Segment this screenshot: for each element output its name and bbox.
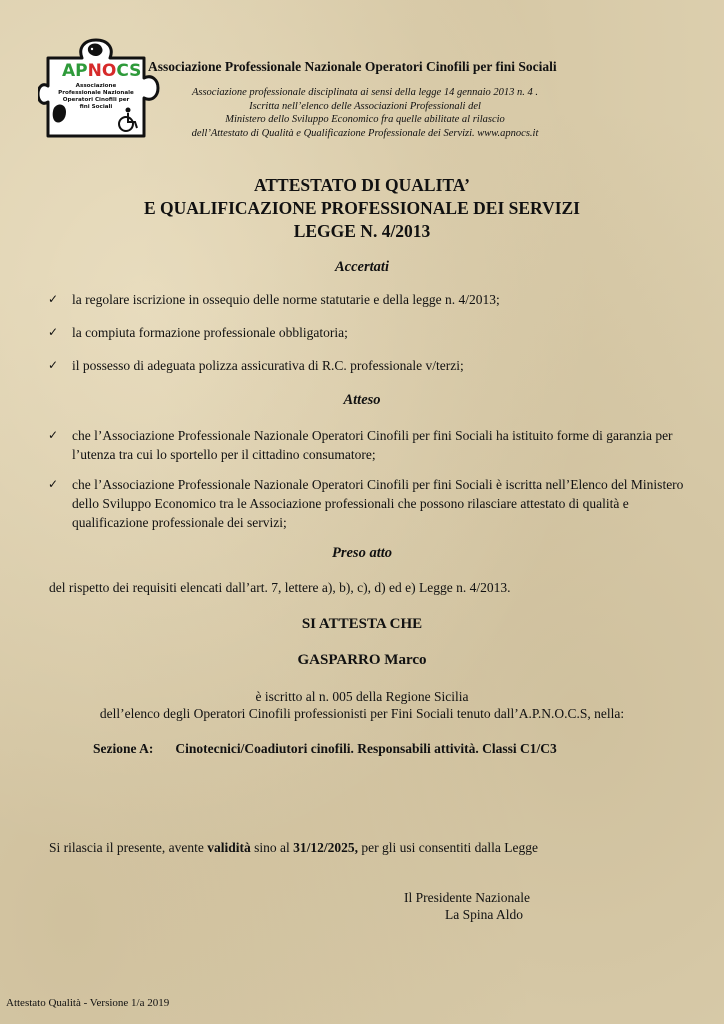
checkmark-icon: ✓ <box>48 325 59 339</box>
logo-wordmark: APNOCS <box>62 61 142 81</box>
logo-subtitle-2: Professionale Nazionale <box>58 90 134 96</box>
title-line: E QUALIFICAZIONE PROFESSIONALE DEI SERVIZI <box>143 198 580 218</box>
logo-subtitle-3: Operatori Cinofili per <box>62 97 130 103</box>
validity-statement: Si rilascia il presente, avente validità sino al 31/12/2025, per gli usi consentiti dalla Legge <box>49 840 538 855</box>
logo-subtitle-4: fini Sociali <box>79 104 113 110</box>
validity-word: validità <box>207 840 251 855</box>
atteso-item: ✓ che l’Associazione Professionale Nazionale Operatori Cinofili per fini Sociali ha istituito forme di garanzia per l’utenza tra cui lo sportello per il cittadino consumatore; <box>48 428 673 462</box>
org-desc-line: Associazione professionale disciplinata ai sensi della legge 14 gennaio 2013 n. 4 . <box>191 87 539 98</box>
checkmark-icon: ✓ <box>48 477 59 491</box>
apnocs-logo <box>38 38 160 140</box>
section-row <box>93 741 557 757</box>
validity-date: 31/12/2025, <box>293 840 358 855</box>
org-name: Associazione Professionale Nazionale Operatori Cinofili per fini Sociali <box>148 59 557 74</box>
accertati-item: ✓ la regolare iscrizione in ossequio delle norme statutarie e della legge n. 4/2013; <box>48 292 500 307</box>
preso-atto-heading: Preso atto <box>331 545 392 561</box>
recipient-name: GASPARRO Marco <box>297 652 427 668</box>
org-desc-line: dell’Attestato di Qualità e Qualificazione Professionale dei Servizi. www.apnocs.it <box>191 127 539 139</box>
checkmark-icon: ✓ <box>48 292 59 306</box>
section-value: Cinotecnici/Coadiutori cinofili. Responsabili attività. Classi C1/C3 <box>175 741 557 756</box>
title-line: LEGGE N. 4/2013 <box>293 221 431 241</box>
signature-name: La Spina Aldo <box>445 907 523 922</box>
org-desc-line: Iscritta nell’elenco delle Associazioni Professionali del <box>249 100 481 112</box>
registration-line: è iscritto al n. 005 della Regione Sicilia <box>255 689 469 704</box>
document-title <box>0 174 724 243</box>
atteso-item: ✓ che l’Associazione Professionale Nazionale Operatori Cinofili per fini Sociali è iscritta nell’Elenco del Ministero dello Sviluppo Economico tra le Associazione professionali che possono rilasciare attestato di qualità e qualificazione professionale dei servizi; <box>48 477 684 530</box>
attestation-heading: SI ATTESTA CHE <box>301 616 423 632</box>
checkmark-icon: ✓ <box>48 428 59 442</box>
section-label: Sezione A: <box>93 741 154 756</box>
org-description <box>150 86 580 140</box>
accertati-item: ✓ il possesso di adeguata polizza assicurativa di R.C. professionale v/terzi; <box>48 358 464 373</box>
footer-version: Attestato Qualità - Versione 1/a 2019 <box>6 997 170 1009</box>
checkmark-icon: ✓ <box>48 358 59 372</box>
org-desc-line: Ministero dello Sviluppo Economico fra quelle abilitate al rilascio <box>225 114 505 126</box>
accertati-heading: Accertati <box>335 259 389 275</box>
title-line: ATTESTATO DI QUALITA’ <box>254 175 470 195</box>
preso-atto-text: del rispetto dei requisiti elencati dall’art. 7, lettere a), b), c), d) ed e) Legge n. 4/2013. <box>49 580 511 595</box>
accertati-item: ✓ la compiuta formazione professionale obbligatoria; <box>48 325 348 340</box>
logo-subtitle-1: Associazione <box>75 83 117 89</box>
signature-role: Il Presidente Nazionale <box>404 890 530 905</box>
atteso-heading: Atteso <box>343 392 381 408</box>
registry-line: dell’elenco degli Operatori Cinofili professionisti per Fini Sociali tenuto dall’A.P.N.O.C.S, nella: <box>99 706 625 721</box>
